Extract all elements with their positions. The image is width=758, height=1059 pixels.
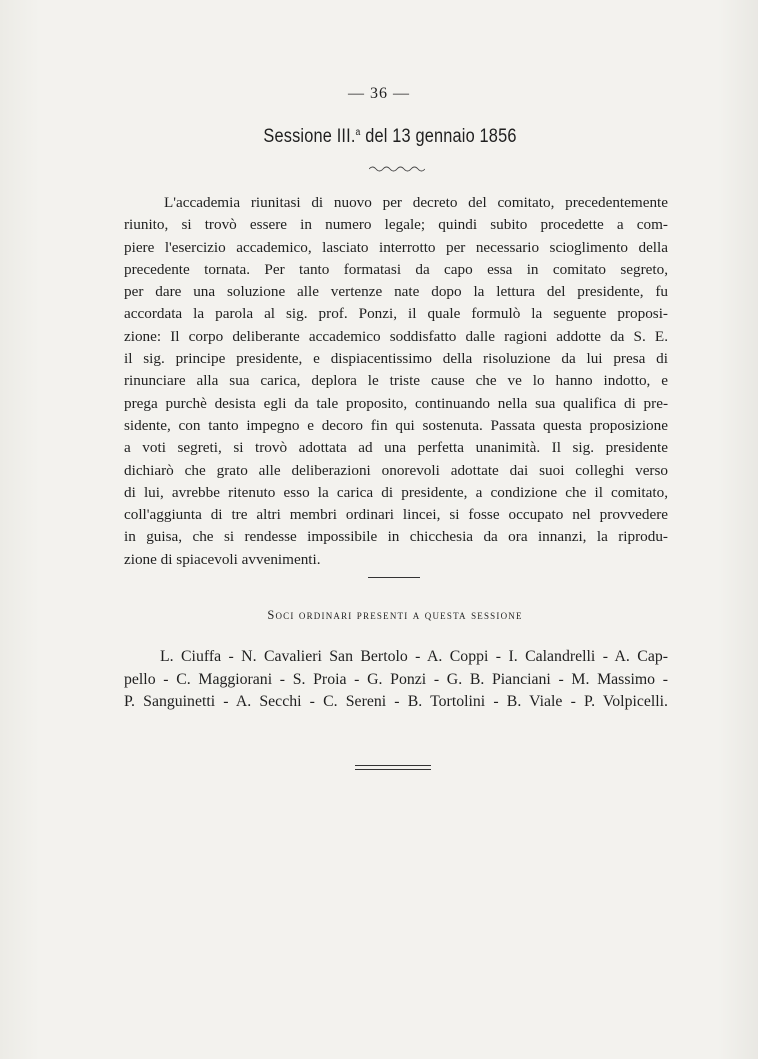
body-line: accordata la parola al sig. prof. Ponzi, il quale formulò la seguente proposi- — [124, 305, 668, 323]
body-line: zione: Il corpo deliberante accademico soddisfatto dalle ragioni addotte da S. E. — [124, 327, 668, 345]
session-minutes — [124, 192, 668, 571]
body-line: zione di spiacevoli avvenimenti. — [124, 550, 321, 568]
title-ornament — [369, 164, 425, 172]
member-line: pello - C. Maggiorani - S. Proia - G. Ponzi - G. B. Pianciani - M. Massimo - — [124, 670, 668, 688]
section-divider — [368, 577, 420, 578]
member-line: P. Sanguinetti - A. Secchi - C. Sereni - B. Tortolini - B. Viale - P. Volpicelli. — [124, 693, 668, 711]
session-title-superscript: a — [355, 127, 361, 138]
body-line: dichiarò che grato alle deliberazioni onorevoli adottate dai suoi colleghi verso — [124, 461, 668, 479]
body-line: di lui, avrebbe ritenuto esso la carica di presidente, a condizione che il comitato, — [124, 483, 668, 501]
body-line: coll'aggiunta di tre altri membri ordinari lincei, si fosse occupato nel provvedere — [124, 506, 668, 524]
body-line: prega purchè desista egli da tale proposito, continuando nella sua qualifica di pre- — [124, 394, 668, 412]
session-title-prefix: Sessione III. — [263, 126, 356, 147]
members-heading: Soci ordinari presenti a questa sessione — [267, 608, 523, 622]
body-line: sidente, con tanto impegno e decoro fin qui sostenuta. Passata questa proposizione — [124, 416, 668, 434]
session-title — [55, 126, 726, 148]
body-line: piere l'esercizio accademico, lasciato interrotto per necessario scioglimento della — [124, 238, 668, 256]
end-double-rule — [355, 765, 431, 770]
session-title-suffix: del 13 gennaio 1856 — [360, 126, 517, 147]
body-line: a voti segreti, si trovò adottata ad una perfetta unanimità. Il sig. presidente — [124, 439, 668, 457]
member-line: L. Ciuffa - N. Cavalieri San Bertolo - A. Coppi - I. Calandrelli - A. Cap- — [160, 648, 668, 665]
members-list — [124, 646, 668, 714]
body-line: riunito, si trovò essere in numero legale; quindi subito procedette a com- — [124, 216, 668, 234]
body-line: in guisa, che si rendesse impossibile in chicchesia da ora innanzi, la riprodu- — [124, 528, 668, 546]
body-line: il sig. principe presidente, e dispiacentissimo della risoluzione da lui presa di — [124, 350, 668, 368]
body-line: L'accademia riunitasi di nuovo per decreto del comitato, precedentemente — [164, 194, 668, 211]
body-line: precedente tornata. Per tanto formatasi da capo essa in comitato segreto, — [124, 260, 668, 278]
body-line: rinunciare alla sua carica, deplora le triste cause che ve lo hanno indotto, e — [124, 372, 668, 390]
page-number: — 36 — — [348, 85, 410, 102]
body-line: per dare una soluzione alle vertenze nate dopo la lettura del presidente, fu — [124, 283, 668, 301]
